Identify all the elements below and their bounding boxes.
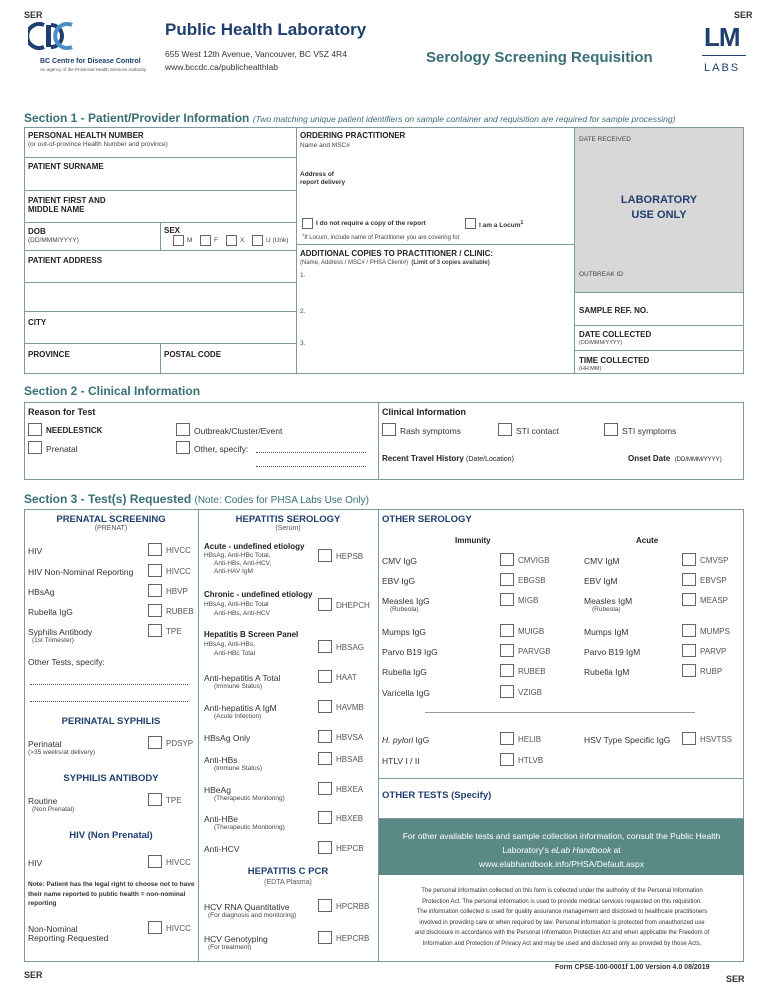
os-row3-b-checkbox[interactable] (682, 593, 696, 606)
hep-haat-checkbox[interactable] (318, 670, 332, 683)
syphilis-routine-label: Routine (28, 796, 58, 806)
section-2-title: Section 2 - Clinical Information (24, 384, 201, 398)
os-row6-b-code: RUBP (700, 667, 723, 676)
ordering-note: Name and MSC# (300, 142, 350, 149)
hsv-label: HSV Type Specific IgG (584, 735, 671, 745)
sex-label: SEX (164, 226, 181, 235)
corner-label-top-right: SER (734, 10, 753, 20)
corner-label-bottom-left: SER (24, 970, 43, 980)
sex-m-label: M (187, 237, 193, 244)
prenatal-rubella-checkbox[interactable] (148, 604, 162, 617)
dob-label: DOB (28, 227, 46, 236)
sex-f-checkbox[interactable] (200, 235, 211, 246)
hcv-rna-note: (For diagnosis and monitoring) (208, 912, 297, 919)
hep-hbe-code: HBXEB (336, 814, 364, 823)
hsv-checkbox[interactable] (682, 732, 696, 745)
os-row1-b-checkbox[interactable] (682, 553, 696, 566)
province-label: PROVINCE (28, 350, 70, 359)
sex-u-checkbox[interactable] (252, 235, 263, 246)
sti-symptoms-checkbox[interactable] (604, 423, 618, 436)
hcv-geno-code: HEPCRB (336, 934, 370, 943)
os-row3-b-note: (Rubeola) (592, 606, 621, 613)
document-title: Serology Screening Requisition (426, 49, 653, 66)
os-row6-a-checkbox[interactable] (500, 664, 514, 677)
os-row5-b-code: PARVP (700, 647, 727, 656)
hep-acute-note-3: Anti-HAV IgM (214, 568, 253, 575)
os-row4-a-checkbox[interactable] (500, 624, 514, 637)
os-row4-a: Mumps IgG (382, 627, 426, 637)
other-reason-label: Other, specify: (194, 444, 249, 454)
hep-hbs-checkbox[interactable] (318, 752, 332, 765)
hep-bscreen-label: Hepatitis B Screen Panel (204, 630, 299, 639)
date-collected-note: (DD/MMM/YYYY) (579, 340, 623, 346)
prenatal-hbsag-checkbox[interactable] (148, 584, 162, 597)
lm-labs-logo (702, 22, 746, 80)
hiv-np-code: HIVCC (166, 858, 191, 867)
prenatal-other-label: Other Tests, specify: (28, 657, 105, 667)
additional-copies-label: ADDITIONAL COPIES TO PRACTITIONER / CLINIC: (300, 249, 494, 258)
os-row3-a-checkbox[interactable] (500, 593, 514, 606)
prenatal-other-field-1[interactable] (30, 684, 188, 685)
hiv-nn-code: HIVCC (166, 924, 191, 933)
lm-logo-text: LM (704, 22, 740, 52)
hep-hcv-label: Anti-HCV (204, 844, 240, 854)
hep-hbeag-note: (Therapeutic Monitoring) (214, 795, 285, 802)
syphilis-routine-note: (Non Prenatal) (32, 806, 75, 813)
hep-acute-label: Acute - undefined etiology (204, 542, 305, 551)
date-collected-label: DATE COLLECTED (579, 330, 652, 339)
hep-hbe-note: (Therapeutic Monitoring) (214, 824, 285, 831)
hep-hbsa-checkbox[interactable] (318, 730, 332, 743)
copy-2-number: 2. (300, 308, 306, 315)
hep-hbs-code: HBSAB (336, 755, 364, 764)
prenatal-hiv-code: HIVCC (166, 546, 191, 555)
additional-copies-note: (Name, Address / MSC# / PHSA Client#) (Limit of 3 copies available) (300, 260, 490, 266)
hep-chronic-checkbox[interactable] (318, 598, 332, 611)
locum-label: I am a Locum$^1$ (479, 220, 524, 230)
prenatal-syphilis-label: Syphilis Antibody (28, 627, 93, 637)
phn-label: PERSONAL HEALTH NUMBER (28, 131, 144, 140)
prenatal-syphilis-note: (1st Trimester) (32, 637, 74, 644)
section-1-note: (Two matching unique patient identifiers on sample container and requisition are required for sample processing) (252, 114, 676, 124)
hep-hbeag-code: HBXEA (336, 785, 364, 794)
hep-hbs-label: Anti-HBs (204, 755, 238, 765)
time-collected-note: (HH:MM) (579, 366, 602, 372)
os-row2-a-code: EBGSB (518, 576, 546, 585)
perinatal-code: PDSYP (166, 739, 194, 748)
hep-hbeag-label: HBeAg (204, 785, 231, 795)
sti-symptoms-label: STI symptoms (622, 426, 677, 436)
hep-hbe-checkbox[interactable] (318, 811, 332, 824)
lm-labs-text: LABS (704, 62, 741, 74)
os-row1-b: CMV IgM (584, 556, 620, 566)
hcv-geno-checkbox[interactable] (318, 931, 332, 944)
prenatal-syphilis-checkbox[interactable] (148, 624, 162, 637)
dob-note: (DD/MMM/YYYY) (28, 237, 79, 244)
os-row6-a-code: RUBEB (518, 667, 546, 676)
perinatal-note: (>35 weeks/at delivery) (28, 749, 96, 756)
cdc-logo-icon (28, 22, 78, 50)
hiv-nn-checkbox[interactable] (148, 921, 162, 934)
prenatal-hiv-label: HIV (28, 546, 43, 556)
os-row5-a: Parvo B19 IgG (382, 647, 438, 657)
prenatal-hiv-checkbox[interactable] (148, 543, 162, 556)
hcv-rna-checkbox[interactable] (318, 899, 332, 912)
reason-for-test-label: Reason for Test (28, 407, 96, 417)
prenatal-checkbox[interactable] (28, 441, 42, 454)
os-row2-b-checkbox[interactable] (682, 573, 696, 586)
lab-address: 655 West 12th Avenue, Vancouver, BC V5Z 4R4 (165, 49, 347, 59)
hep-chronic-note-2: Anti-HBs, Anti-HCV (214, 610, 270, 617)
hcv-pcr-title: HEPATITIS C PCR (247, 866, 329, 877)
corner-label-top-left: SER (24, 10, 43, 20)
os-row7-a: Varicella IgG (382, 688, 431, 698)
outbreak-label: Outbreak/Cluster/Event (194, 426, 283, 436)
hiv-nn-label-1: Non-Nominal (28, 924, 78, 934)
surname-label: PATIENT SURNAME (28, 162, 104, 171)
hep-havm-checkbox[interactable] (318, 700, 332, 713)
os-row5-b: Parvo B19 IgM (584, 647, 641, 657)
sex-m-checkbox[interactable] (173, 235, 184, 246)
hep-haat-code: HAAT (336, 673, 357, 682)
hcv-rna-code: HPCRBB (336, 902, 370, 911)
report-address-label-2: report delivery (300, 179, 346, 186)
elab-info-line-1: For other available tests and sample collection information, consult the Public Health (402, 831, 721, 841)
hep-bscreen-checkbox[interactable] (318, 640, 332, 653)
address-label: PATIENT ADDRESS (28, 256, 103, 265)
hep-chronic-label: Chronic - undefined etiology (204, 590, 313, 599)
copy-1-number: 1. (300, 272, 306, 279)
hiv-np-legal-note: Note: Patient has the legal right to choose not to have their name reported to public health = non-nominal reporting (28, 881, 195, 907)
hep-acute-note-2: Anti-HBs, Anti-HCV, (214, 560, 272, 567)
phn-note: (or out-of-province Health Number and province) (28, 141, 168, 148)
os-row4-a-code: MUIGB (518, 627, 545, 636)
prenatal-rubella-label: Rubella IgG (28, 607, 73, 617)
travel-label: Recent Travel History (Date/Location) (382, 454, 514, 463)
htlv-code: HTLVB (518, 756, 544, 765)
prenatal-syphilis-code: TPE (166, 627, 182, 636)
hepatitis-serology-title: HEPATITIS SEROLOGY (235, 514, 341, 525)
os-row5-a-code: PARVGB (518, 647, 551, 656)
hep-acute-note-1: HBsAg, Anti-HBc Total, (204, 552, 271, 559)
acute-header: Acute (636, 536, 659, 545)
prenatal-hivnn-label: HIV Non-Nominal Reporting (28, 567, 134, 577)
htlv-label: HTLV I / II (382, 756, 420, 766)
hcv-rna-label: HCV RNA Quantitative (204, 902, 290, 912)
copy-3-number: 3. (300, 340, 306, 347)
hep-havm-label: Anti-hepatitis A IgM (204, 703, 277, 713)
city-label: CITY (28, 318, 47, 327)
outbreak-checkbox[interactable] (176, 423, 190, 436)
hep-haat-label: Anti-hepatitis A Total (204, 673, 281, 683)
hcv-geno-note: (For treatment) (208, 944, 252, 951)
os-row1-a: CMV IgG (382, 556, 417, 566)
os-row7-a-checkbox[interactable] (500, 685, 514, 698)
sex-x-label: X (240, 237, 245, 244)
prenatal-screening-sub: (PRENAT) (94, 525, 128, 532)
os-row2-a-checkbox[interactable] (500, 573, 514, 586)
needlestick-checkbox[interactable] (28, 423, 42, 436)
rash-checkbox[interactable] (382, 423, 396, 436)
onset-label: Onset Date (DD/MMM/YYYY) (628, 454, 722, 463)
no-copy-checkbox[interactable] (302, 218, 313, 229)
ordering-label: ORDERING PRACTITIONER (300, 131, 406, 140)
rash-label: Rash symptoms (400, 426, 461, 436)
lab-title: Public Health Laboratory (165, 20, 367, 39)
sti-contact-checkbox[interactable] (498, 423, 512, 436)
time-collected-label: TIME COLLECTED (579, 356, 650, 365)
lab-use-only: LABORATORY USE ONLY (620, 194, 698, 221)
pylori-checkbox[interactable] (500, 732, 514, 745)
perinatal-syphilis-title: PERINATAL SYPHILIS (61, 716, 161, 727)
sti-contact-label: STI contact (516, 426, 559, 436)
hcv-pcr-sub: (EDTA Plasma) (264, 879, 312, 886)
needlestick-label: NEEDLESTICK (46, 426, 103, 435)
hep-havm-note: (Acute Infection) (214, 713, 262, 720)
other-reason-field[interactable] (256, 452, 366, 453)
report-address-label-1: Address of (300, 171, 334, 178)
hep-hbe-label: Anti-HBe (204, 814, 239, 824)
cdc-agency: An agency of the Provincial Health Services Authority (40, 67, 147, 72)
os-row1-a-code: CMVIGB (518, 556, 550, 565)
other-reason-field-2[interactable] (256, 466, 366, 467)
hep-chronic-code: DHEPCH (336, 601, 370, 610)
other-serology-title: OTHER SEROLOGY (382, 514, 472, 525)
os-row6-b-checkbox[interactable] (682, 664, 696, 677)
privacy-notice: The personal information collected on this form is collected under the authority of the Personal Information Protection Act. The personal information is used to provide medical services requested on this requisition. The information collected is used for quality assurance management and disclosed to healthcare practitioners involved in providing care or when required by law. Personal information is protected from unauthorized use and disclosure in accordance with the Personal Information Protection Act and when applicable the Freedom of Information and Protection of Privacy Act and may be used and disclosed only as provided by those Acts. (414, 888, 710, 947)
os-row3-a-note: (Rubeola) (390, 606, 419, 613)
hep-hbs-note: (Immune Status) (214, 765, 263, 772)
perinatal-label: Perinatal (28, 739, 62, 749)
hep-bscreen-note-1: HBsAg, Anti-HBs, (204, 641, 255, 648)
os-row5-a-checkbox[interactable] (500, 644, 514, 657)
os-row2-b-code: EBVSP (700, 576, 727, 585)
hiv-np-label: HIV (28, 858, 43, 868)
syphilis-routine-code: TPE (166, 796, 182, 805)
syphilis-antibody-title: SYPHILIS ANTIBODY (63, 773, 159, 784)
hep-bscreen-code: HBSAG (336, 643, 365, 652)
os-row5-b-checkbox[interactable] (682, 644, 696, 657)
hiv-nn-label-2: Reporting Requested (28, 933, 109, 943)
hep-haat-note: (Immune Status) (214, 683, 263, 690)
prenatal-label: Prenatal (46, 444, 78, 454)
os-row3-b-code: MEASP (700, 596, 729, 605)
sample-ref-label: SAMPLE REF. NO. (579, 306, 649, 315)
postal-label: POSTAL CODE (164, 350, 222, 359)
hep-hcv-checkbox[interactable] (318, 841, 332, 854)
hiv-non-prenatal-title: HIV (Non Prenatal) (69, 830, 153, 841)
os-row1-b-code: CMVSP (700, 556, 729, 565)
prenatal-hbsag-label: HBsAg (28, 587, 55, 597)
locum-note: $^1$If Locum, include name of Practitioner you are covering for (302, 232, 460, 241)
prenatal-other-field-2[interactable] (30, 701, 188, 702)
perinatal-checkbox[interactable] (148, 736, 162, 749)
hep-bscreen-note-2: Anti-HBc Total (214, 650, 256, 657)
hepatitis-serology-sub: (Serum) (275, 525, 301, 532)
immunity-header: Immunity (455, 536, 491, 545)
hep-havm-code: HAVMB (336, 703, 364, 712)
os-row6-a: Rubella IgG (382, 667, 427, 677)
os-row3-b: Measles IgM (584, 596, 633, 606)
hsv-code: HSVTSS (700, 735, 733, 744)
hcv-geno-label: HCV Genotyping (204, 934, 268, 944)
hep-chronic-note-1: HBsAg, Anti-HBc Total (204, 601, 269, 608)
sex-x-checkbox[interactable] (226, 235, 237, 246)
htlv-checkbox[interactable] (500, 753, 514, 766)
hep-acute-code: HEPSB (336, 552, 364, 561)
os-row4-b-code: MUMPS (700, 627, 730, 636)
other-reason-checkbox[interactable] (176, 441, 190, 454)
pylori-label: H. pylori IgG (382, 735, 430, 745)
locum-checkbox[interactable] (465, 218, 476, 229)
pylori-code: HELIB (518, 735, 542, 744)
section-3-title: Section 3 - Test(s) Requested (Note: Codes for PHSA Labs Use Only) (24, 492, 370, 506)
os-row4-b: Mumps IgM (584, 627, 629, 637)
elab-info-box (379, 819, 744, 875)
firstname-label-2: MIDDLE NAME (28, 205, 85, 214)
no-copy-label: I do not require a copy of the report (316, 220, 426, 227)
hep-hbsa-label: HBsAg Only (204, 733, 251, 743)
os-row6-b: Rubella IgM (584, 667, 630, 677)
elab-info-line-2: Laboratory's eLab Handbook at (502, 845, 621, 855)
os-row2-a: EBV IgG (382, 576, 416, 586)
os-row3-a: Measles IgG (382, 596, 430, 606)
cdc-name: BC Centre for Disease Control (40, 58, 141, 65)
clinical-info-label: Clinical Information (382, 407, 467, 417)
os-row1-a-checkbox[interactable] (500, 553, 514, 566)
hep-acute-checkbox[interactable] (318, 549, 332, 562)
date-received-label: DATE RECEIVED (579, 136, 631, 143)
os-row3-a-code: MIGB (518, 596, 539, 605)
hiv-np-checkbox[interactable] (148, 855, 162, 868)
prenatal-hivnn-checkbox[interactable] (148, 564, 162, 577)
prenatal-hbsag-code: HBVP (166, 587, 188, 596)
prenatal-hivnn-code: HIVCC (166, 567, 191, 576)
sex-u-label: U (Unk) (266, 237, 289, 244)
section-1-title: Section 1 - Patient/Provider Information (Two matching unique patient identifiers on sample container and requisition are required for sample processing) (24, 111, 676, 125)
os-row4-b-checkbox[interactable] (682, 624, 696, 637)
outbreak-id-label: OUTBREAK ID (579, 271, 624, 278)
prenatal-screening-title: PRENATAL SCREENING (56, 514, 166, 525)
sex-f-label: F (214, 237, 218, 244)
cdc-logo (28, 22, 78, 50)
prenatal-rubella-code: RUBEB (166, 607, 194, 616)
hep-hcv-code: HEPCB (336, 844, 364, 853)
os-row7-a-code: VZIGB (518, 688, 543, 697)
elab-info-url: www.elabhandbook.info/PHSA/Default.aspx (479, 859, 644, 869)
syphilis-routine-checkbox[interactable] (148, 793, 162, 806)
form-number: Form CPSE-100-0001f 1.00 Version 4.0 08/2019 (555, 964, 710, 971)
lab-url: www.bccdc.ca/publichealthlab (165, 62, 278, 72)
os-row2-b: EBV IgM (584, 576, 618, 586)
corner-label-bottom-right: SER (726, 974, 745, 984)
hep-hbeag-checkbox[interactable] (318, 782, 332, 795)
hep-hbsa-code: HBVSA (336, 733, 364, 742)
firstname-label-1: PATIENT FIRST AND (28, 196, 106, 205)
other-tests-title: OTHER TESTS (Specify) (382, 790, 492, 801)
